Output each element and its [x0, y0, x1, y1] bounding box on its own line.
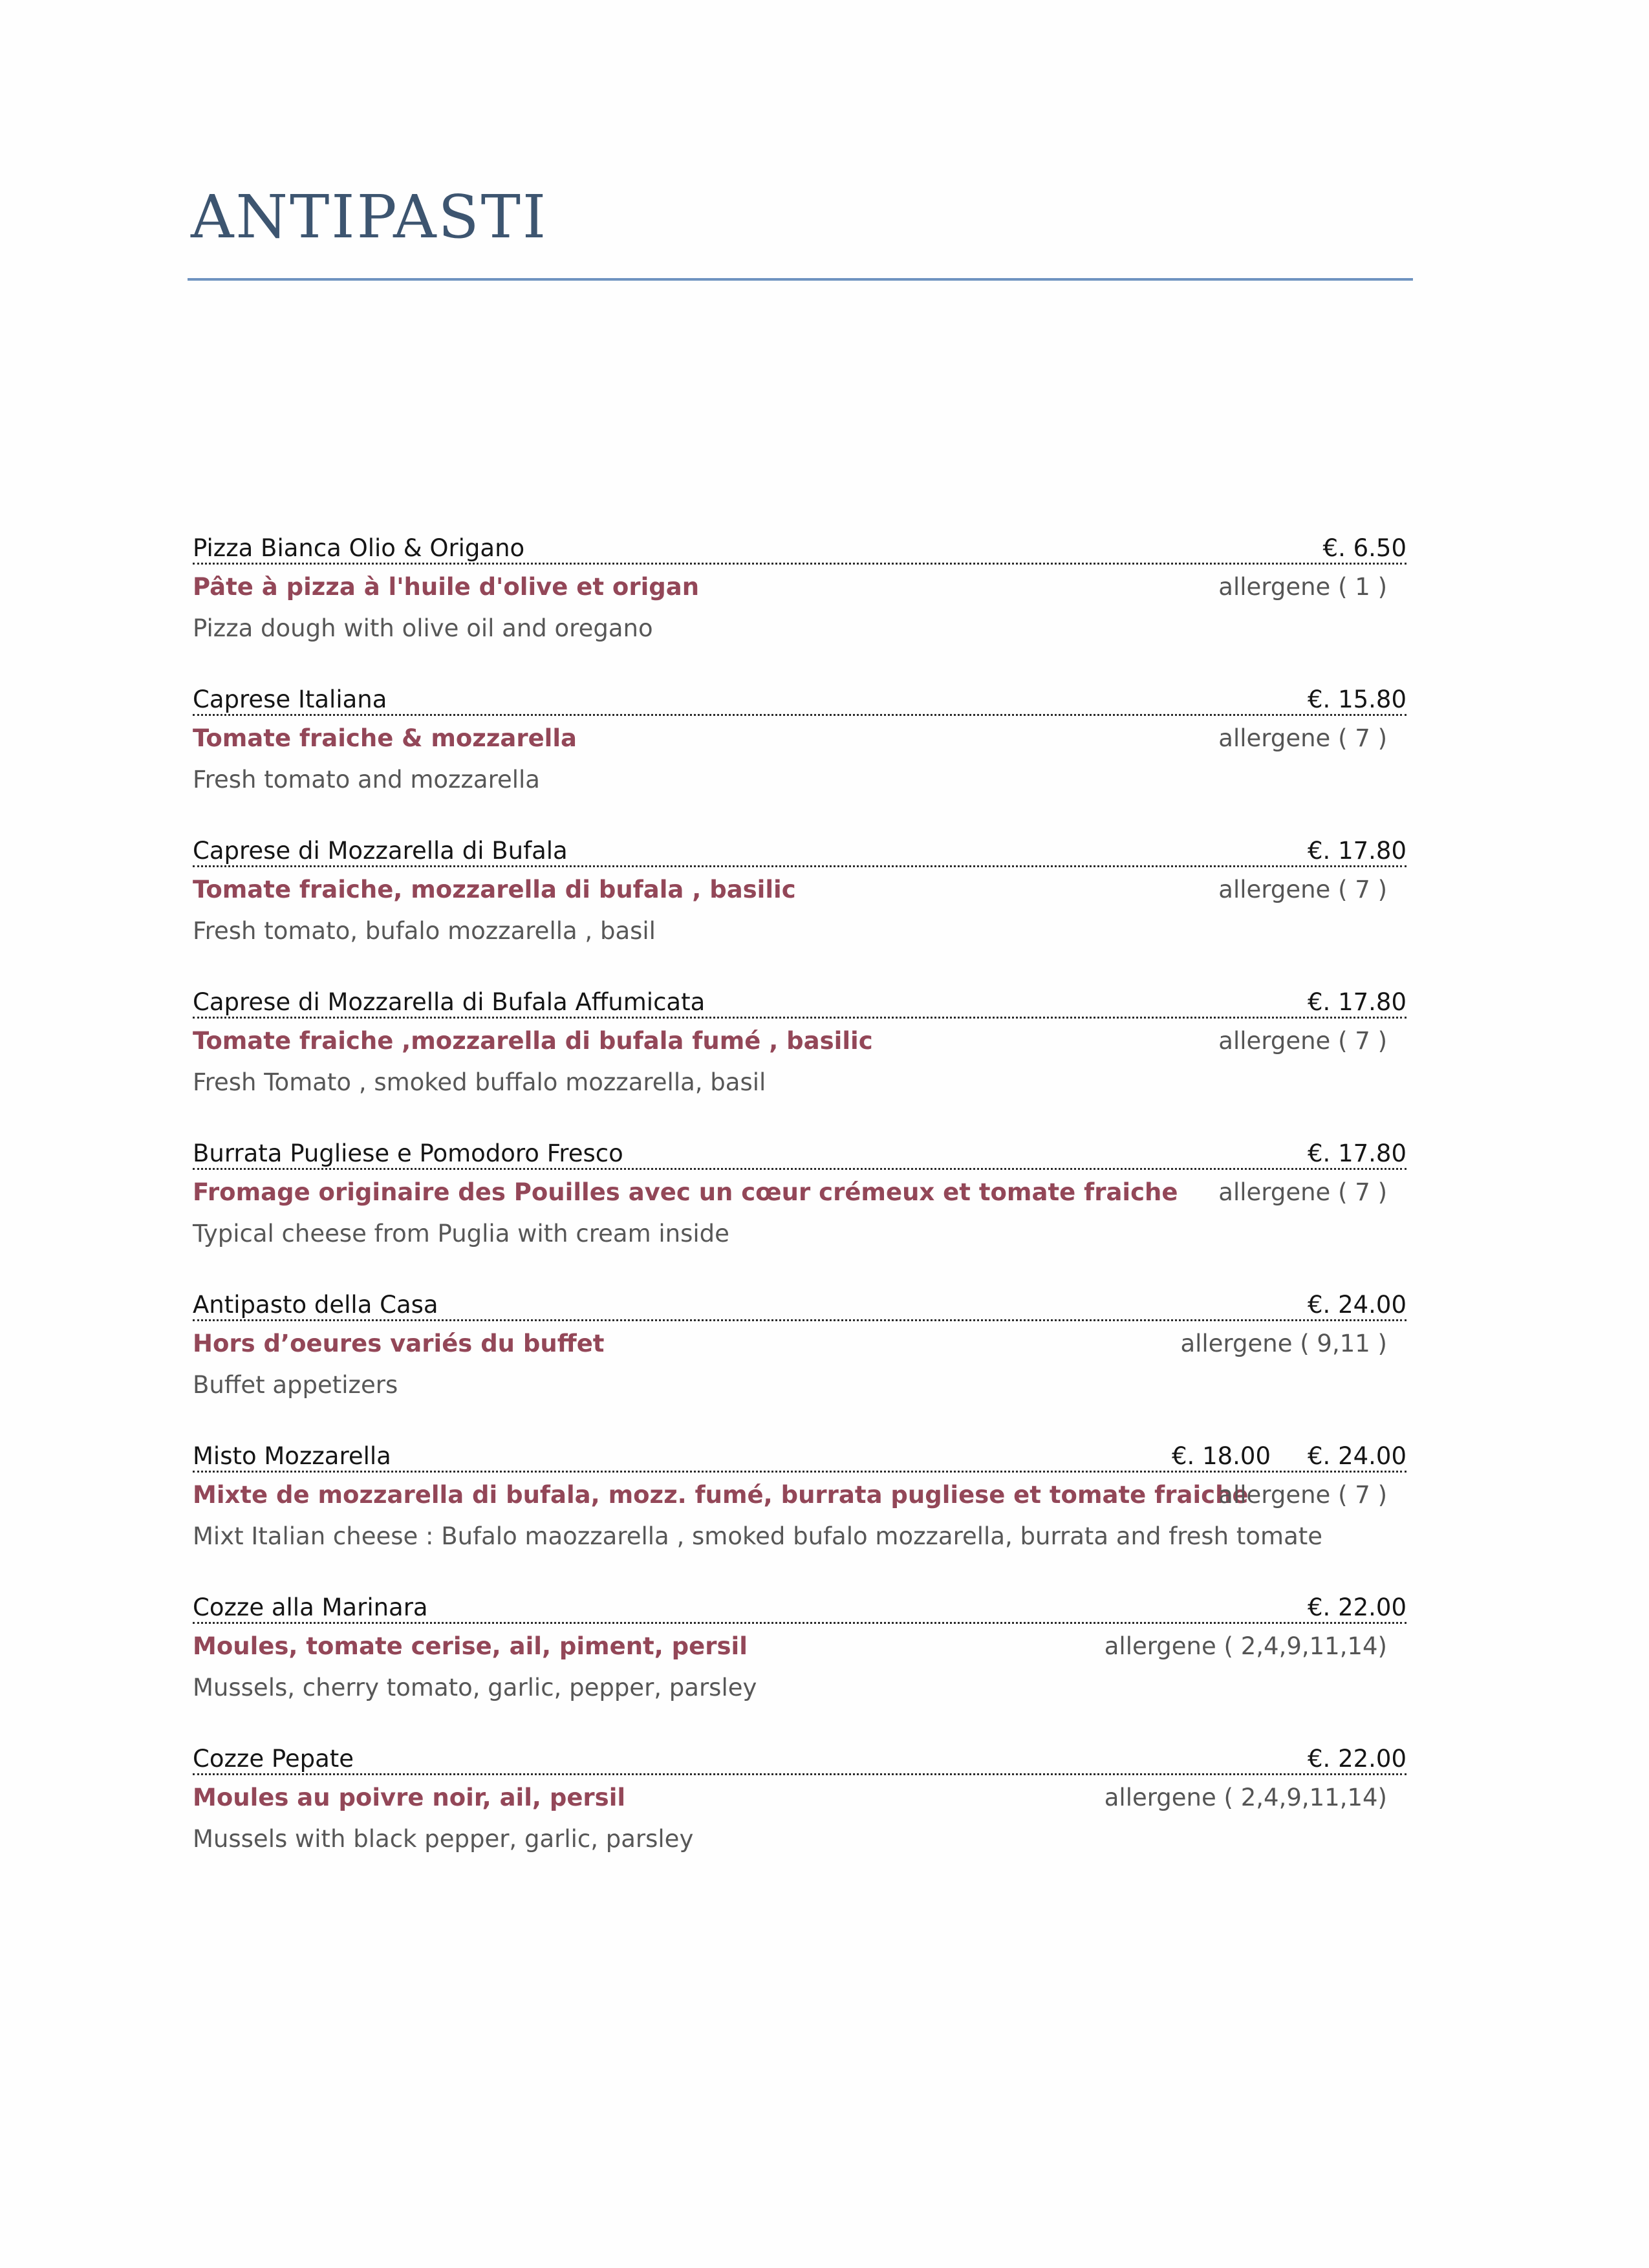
menu-item — [193, 1741, 1406, 1877]
item-price: €. 15.80 — [1308, 686, 1406, 714]
menu-item — [193, 530, 1406, 666]
item-name: Caprese Italiana — [193, 686, 387, 714]
item-description-en: Pizza dough with olive oil and oregano — [193, 614, 653, 642]
item-header — [193, 1741, 1406, 1775]
item-price: €. 6.50 — [1322, 534, 1406, 563]
item-description-fr: Moules au poivre noir, ail, persil — [193, 1784, 626, 1811]
item-header — [193, 1438, 1406, 1473]
item-price: €. 17.80 — [1308, 1139, 1406, 1168]
title-divider — [188, 278, 1413, 281]
item-header — [193, 1287, 1406, 1321]
item-allergens: allergene ( 2,4,9,11,14) — [1104, 1784, 1387, 1811]
item-description-en: Mussels, cherry tomato, garlic, pepper, parsley — [193, 1674, 757, 1701]
item-description-en: Mussels with black pepper, garlic, parsley — [193, 1825, 694, 1853]
menu-item — [193, 1438, 1406, 1574]
menu-item — [193, 833, 1406, 969]
item-price: €. 22.00 — [1308, 1745, 1406, 1773]
item-name: Antipasto della Casa — [193, 1291, 438, 1319]
item-description-en: Typical cheese from Puglia with cream inside — [193, 1220, 729, 1247]
item-description-fr: Moules, tomate cerise, ail, piment, persil — [193, 1632, 748, 1660]
item-header — [193, 1590, 1406, 1624]
item-header — [193, 1136, 1406, 1170]
item-price-small: €. 18.00 — [1172, 1442, 1271, 1471]
item-description-fr: Tomate fraiche ,mozzarella di bufala fumé , basilic — [193, 1027, 873, 1055]
menu-item — [193, 682, 1406, 817]
item-allergens: allergene ( 7 ) — [1218, 876, 1387, 903]
item-header — [193, 530, 1406, 565]
item-description-fr: Tomate fraiche, mozzarella di bufala , basilic — [193, 876, 796, 903]
item-description-en: Fresh tomato, bufalo mozzarella , basil — [193, 917, 656, 945]
menu-item — [193, 1590, 1406, 1725]
item-name: Burrata Pugliese e Pomodoro Fresco — [193, 1139, 623, 1168]
menu-item — [193, 1136, 1406, 1271]
item-description-fr: Hors d’oeures variés du buffet — [193, 1330, 605, 1357]
item-allergens: allergene ( 7 ) — [1218, 1027, 1387, 1055]
menu-item — [193, 984, 1406, 1120]
item-description-fr: Pâte à pizza à l'huile d'olive et origan — [193, 573, 700, 601]
page-title: ANTIPASTI — [191, 182, 548, 252]
item-description-fr: Fromage originaire des Pouilles avec un cœur crémeux et tomate fraiche — [193, 1178, 1178, 1206]
menu-item — [193, 1287, 1406, 1423]
item-description-en: Mixt Italian cheese : Bufalo maozzarella , smoked bufalo mozzarella, burrata and fresh tomate — [193, 1522, 1323, 1550]
item-price: €. 24.00 — [1308, 1442, 1406, 1471]
item-name: Cozze alla Marinara — [193, 1593, 428, 1622]
item-price: €. 17.80 — [1308, 837, 1406, 865]
item-name: Misto Mozzarella — [193, 1442, 391, 1471]
item-description-fr: Mixte de mozzarella di bufala, mozz. fumé, burrata pugliese et tomate fraiche — [193, 1481, 1249, 1509]
item-name: Caprese di Mozzarella di Bufala — [193, 837, 568, 865]
item-description-en: Buffet appetizers — [193, 1371, 398, 1399]
item-name: Pizza Bianca Olio & Origano — [193, 534, 525, 563]
item-description-fr: Tomate fraiche & mozzarella — [193, 724, 577, 752]
item-description-en: Fresh tomato and mozzarella — [193, 766, 540, 794]
item-name: Caprese di Mozzarella di Bufala Affumicata — [193, 988, 706, 1017]
item-header — [193, 984, 1406, 1019]
item-allergens: allergene ( 9,11 ) — [1180, 1330, 1387, 1357]
item-description-en: Fresh Tomato , smoked buffalo mozzarella, basil — [193, 1068, 766, 1096]
item-header — [193, 833, 1406, 867]
item-allergens: allergene ( 7 ) — [1218, 724, 1387, 752]
item-price: €. 22.00 — [1308, 1593, 1406, 1622]
item-price: €. 24.00 — [1308, 1291, 1406, 1319]
item-price: €. 17.80 — [1308, 988, 1406, 1017]
item-header — [193, 682, 1406, 716]
item-allergens: allergene ( 1 ) — [1218, 573, 1387, 601]
item-allergens: allergene ( 2,4,9,11,14) — [1104, 1632, 1387, 1660]
item-name: Cozze Pepate — [193, 1745, 354, 1773]
item-allergens: allergene ( 7 ) — [1218, 1481, 1387, 1509]
item-allergens: allergene ( 7 ) — [1218, 1178, 1387, 1206]
